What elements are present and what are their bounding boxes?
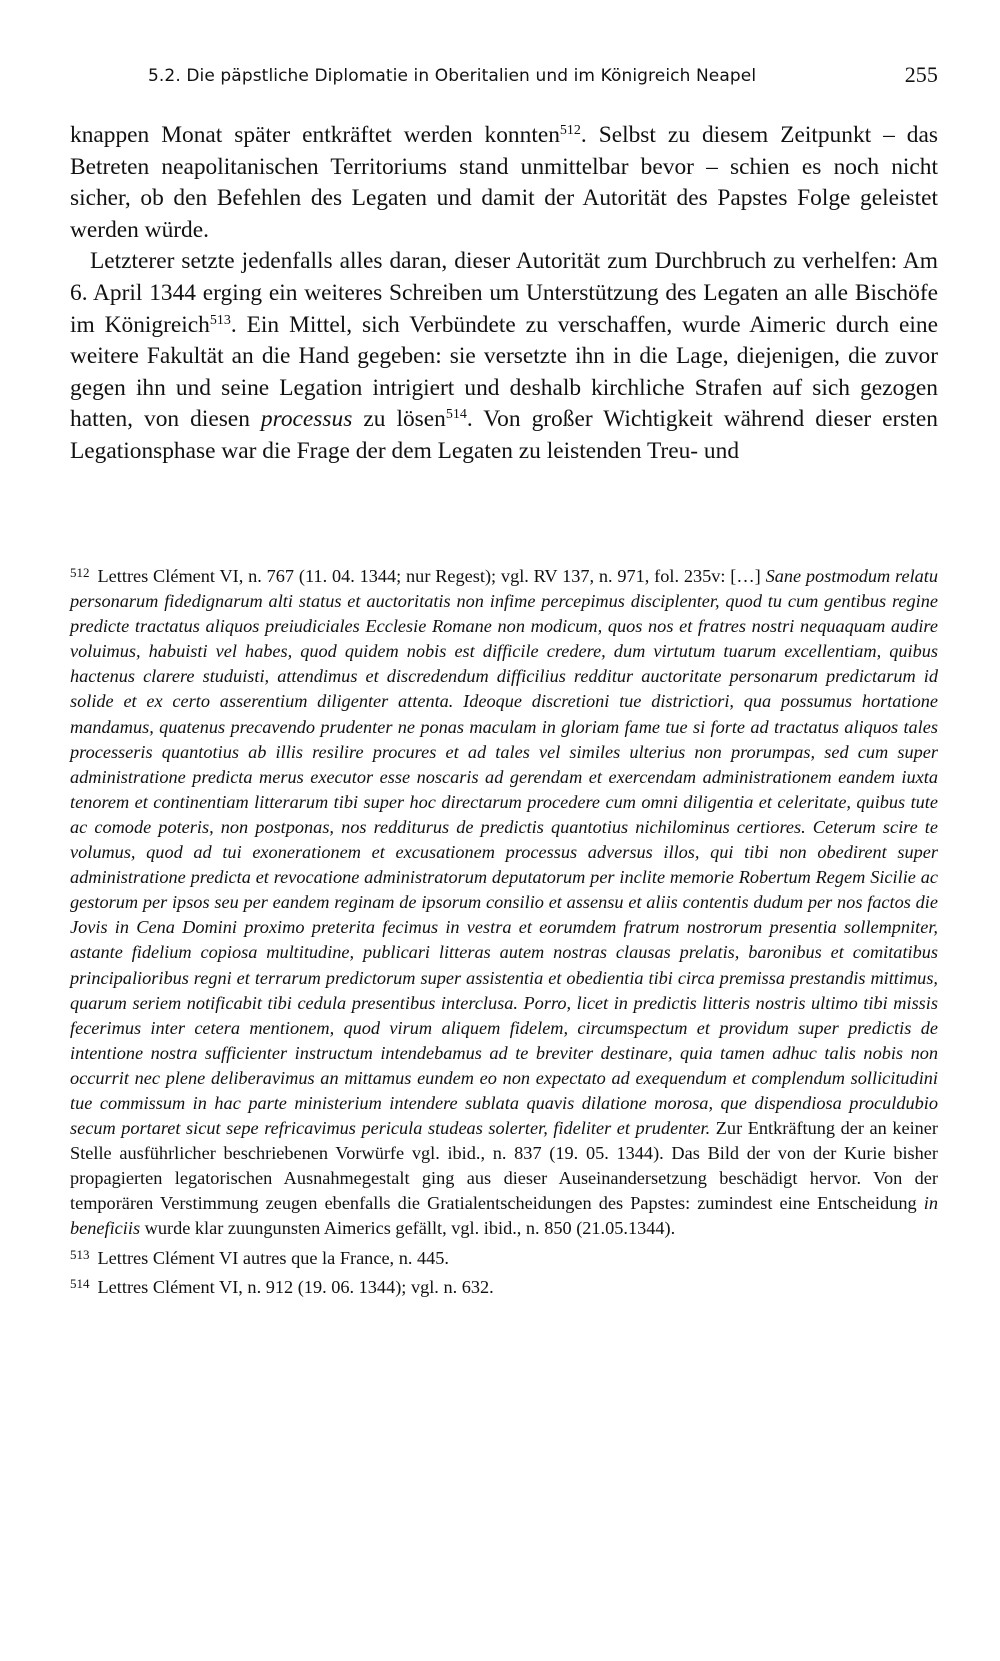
footnotes [70, 560, 938, 1300]
footnote-ref-513[interactable]: 513 [209, 312, 231, 328]
fn512-latin-quote: Sane postmodum relatu personarum fidedignarum alti status et auctoritatis non infime percepimus disciplenter, quod tu cum gentibus regine predicte tractatus aliquos preiudiciales Ecclesie Romane non modicum, quos nos et fratres nostri nequaquam audire voluimus, habuisti vel habes, quod quidem nobis est difficile credere, dum virtutum tuarum excellentiam, quibus hactenus clarere studuisti, attendimus et discredendum difficilius redditur auctoritate personarum predictarum id solide et ex certo asserentium diligenter attenta. Ideoque discretioni tue districtiori, qua possumus hortatione mandamus, quatenus precavendo prudenter ne ponas maculam in gloriam fame tue si forte ad tractatus aliquos tales processeris quantotius ab illis resilire procures et ad tales vel similes ulterius non prorumpas, sed cum super administratione predicta merus executor esse noscaris ad gerendam et exercendam administrationem eandem iuxta tenorem et continentiam litterarum tibi super hoc directarum procedere cum omni diligentia et celeritate, quibus tute ac comode poteris, non postponas, nos redditurus de predictis quantotius nichilominus certiores. Ceterum scire te volumus, quod ad tui exonerationem et excusationem processus adversus illos, qui tibi non obedirent super administratione predicta et revocatione administratorum deputatorum per inclite memorie Robertum Regem Sicilie ac gestorum per ipsos seu per eandem reginam de ipsorum consilio et assensu et aliis contentis dudum per nos factos die Jovis in Cena Domini proximo preterita fecimus in vestra et eorumdem fratrum nostrorum presentia sollempniter, astante fidelium copiosa multitudine, publicari litteras autem nostras clausas prelatis, baronibus et comitatibus principalioribus regni et terrarum predictorum super assistentia et obedientia tibi circa premissa prestandis mittimus, quarum seriem notificabit tibi cedula presentibus interclusa. Porro, licet in predictis litteris nostris ultimo tibi missis fecerimus inter cetera mentionem, quod virum aliquem fidelem, circumspectum et providum super predictis de intentione nostra sufficienter instructum intendebamus ad te breviter destinare, quia tamen adhuc talis nobis non occurrit nec plene deliberavimus an mittamus eundem eo non expectato ad exequendum et complendum sollicitudini tue commissum in hac parte ministerium intendere sublata quavis dilatione morosa, que dispendiosa proculdubio secum portaret sicut sepe refricavimus pericula studeas solerter, fideliter et prudenter. [70, 566, 939, 1139]
fn512-text-c: wurde klar zuungunsten Aimerics gefällt, vgl. ibid., n. 850 (21.05.1344). [140, 1218, 676, 1239]
p2-italic-term: processus [260, 406, 353, 433]
footnote-number-512: 512 [70, 565, 90, 580]
page-number: 255 [904, 62, 938, 87]
p1-text-b: . Selbst zu diesem Zeitpunkt – das Betreten neapolitanischen Territoriums stand unmittelbar bevor – schien es noch nicht sicher, ob den Befehlen des Legaten und damit der Autorität des Papstes Folge geleistet werden würde. [70, 122, 938, 243]
fn514-text: Lettres Clément VI, n. 912 (19. 06. 1344); vgl. n. 632. [97, 1276, 494, 1297]
paragraph-1 [70, 120, 938, 246]
p2-text-b: . Ein Mittel, sich Verbündete zu verschaffen, wurde Aimeric durch eine weitere Fakultät an die Hand gegeben: sie versetzte ihn in die Lage, diejenigen, die zuvor gegen ihn und seine Legation intrigiert und deshalb kirchliche Strafen auf sich gezogen hatten, von diesen [70, 311, 938, 433]
footnote-number-514: 514 [70, 1275, 90, 1291]
fn512-text-a: Lettres Clément VI, n. 767 (11. 04. 1344; nur Regest); vgl. RV 137, n. 971, fol. 235v: […] [97, 566, 766, 586]
footnote-512 [70, 560, 938, 1242]
footnote-514 [70, 1271, 938, 1300]
main-text [70, 120, 938, 468]
running-title: 5.2. Die päpstliche Diplomatie in Oberitalien und im Königreich Neapel [148, 66, 757, 86]
footnote-ref-514[interactable]: 514 [445, 407, 467, 423]
footnote-ref-512[interactable]: 512 [559, 123, 581, 138]
footnote-513 [70, 1242, 938, 1271]
p2-text-a: Letzterer setzte jedenfalls alles daran, dieser Autorität zum Durchbruch zu verhelfen: Am 6. April 1344 erging ein weiteres Schreiben um Unterstützung des Legaten an alle Bischöfe im Königreich [70, 248, 938, 338]
running-header [148, 62, 938, 92]
p2-text-d: . Von großer Wichtigkeit während dieser ersten Legationsphase war die Frage der dem Legaten zu leistenden Treu- und [70, 406, 938, 464]
fn513-text: Lettres Clément VI autres que la France, n. 445. [97, 1247, 449, 1268]
fn512-text-b: Zur Entkräftung der an keiner Stelle ausführlicher beschriebenen Vorwürfe vgl. ibid., n. 837 (19. 05. 1344). Das Bild der von der Kurie bisher propagierten legatorischen Ausnahmegestalt ging aus dieser Auseinandersetzung beschädigt hervor. Von der temporären Verstimmung zeugen ebenfalls die Gratialentscheidungen des Papstes: zumindest eine Entscheidung [70, 1118, 939, 1214]
p2-text-c: zu lösen [352, 406, 446, 433]
paragraph-2 [70, 246, 938, 467]
p1-text-a: knappen Monat später entkräftet werden konnten [70, 122, 560, 148]
footnote-number-513: 513 [70, 1246, 90, 1262]
fn512-italic-term: in beneficiis [70, 1193, 938, 1239]
